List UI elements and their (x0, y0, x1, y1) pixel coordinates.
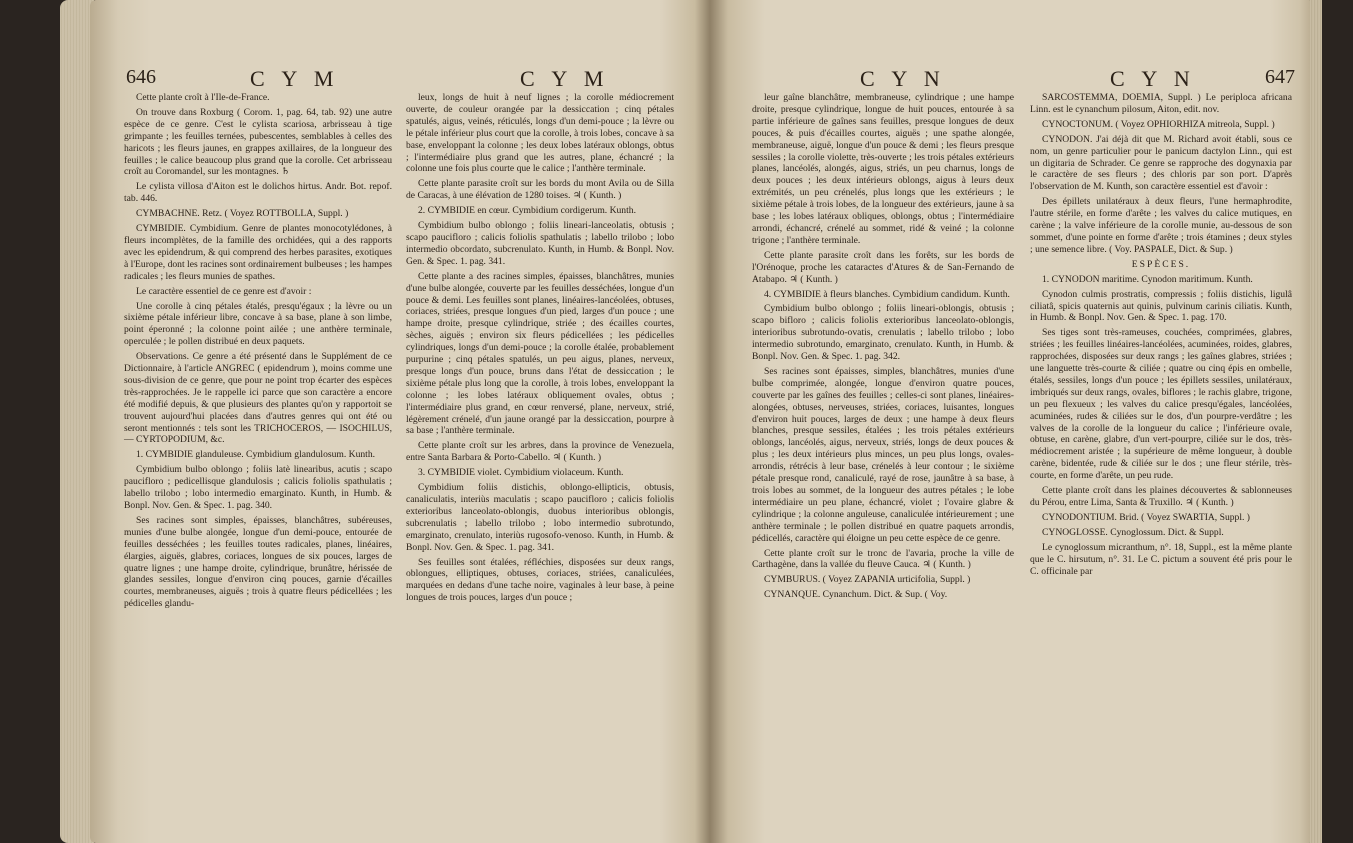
paragraph: CYMBURUS. ( Voyez ZAPANIA urticifolia, Suppl. ) (764, 574, 971, 586)
paragraph: Cymbidium bulbo oblongo ; foliis latè linearibus, acutis ; scapo paucifloro ; pedicellisque glandulosis ; calicis foliolis spathulatis ; labello trilobo ; lobo intermedio emarginato. Kunth, in Humb. & Bonpl. Nov. Gen. & Spec. 1. pag. 340. (124, 464, 392, 511)
paragraph: Une corolle à cinq pétales étalés, presqu'égaux ; la lèvre ou un sixième pétale inférieur libre, concave à sa base, plane à son limbe, point éperonné ; la colonne point ailée ; une anthère terminale, operculée ; le pollen distribué en deux paquets. (124, 300, 392, 348)
paragraph: Le cylista villosa d'Aiton est le dolichos hirtus. Andr. Bot. repof. tab. 446. (124, 181, 392, 205)
paragraph: 4. CYMBIDIE à fleurs blanches. Cymbidium candidum. Kunth. (764, 288, 1010, 300)
paragraph: Cynodon culmis prostratis, compressis ; foliis distichis, ligulâ ciliatâ, spicis quaternis aut quinis, pulvinum carinis ciliatis. Kunth, in Humb. & Bonpl. Nov. Gen. & Spec. 1. pag. 170. (1030, 288, 1292, 324)
paragraph: Ses tiges sont très-rameuses, couchées, comprimées, glabres, striées ; les feuilles linéaires-lancéolées, acuminées, roides, glabres, rapprochées, disposées sur deux rangs ; les gaînes glabres, striées ; une languette très-courte & ciliée ; quatre ou cinq épis en ombelle, étalés, sessiles, longs d'un pouce ; les épillets sessiles, unilatéraux, imbriqués sur deux rangs, ovales, biflores ; le rachis glabre, trigone, un peu flexueux ; les valves du calice presqu'égales, lancéolées, acuminées, rudes & ciliées sur le dos, d'un pourpre-verdâtre ; les valves de la corolle de la longueur du calice ; l'inférieure ovale, obtuse, en carène, glabre, d'un vert-pourpre, ciliée sur le dos, très-médiocrement aristée ; la supérieure de même longueur, à double carène, bidentée, rude & ciliée sur le dos ; une fleur stérile, très-courte, en forme d'arête, un peu rude. (1030, 327, 1292, 482)
paragraph: CYMBIDIE. Cymbidium. Genre de plantes monocotylédones, à fleurs incomplètes, de la famille des orchidées, qui a des rapports avec les epidendrum, & qui comprend des herbes parasites, exotiques à l'Europe, dont les racines sont ordinairement bulbeuses ; les hampes radicales ; les fleurs munies de spathes. (124, 223, 392, 282)
paragraph: On trouve dans Roxburg ( Corom. 1, pag. 64, tab. 92) une autre espèce de ce genre. C'est le cylista scariosa, arbrisseau à tige grimpante ; les feuilles ternées, pubescentes, semblables à celles des haricots ; les fleurs jaunes, en grappes axillaires, de la longueur des feuilles ; le calice beaucoup plus grand que la corolle. Cet arbrisseau croît au Coromandel, sur les montagnes. ♄ (124, 106, 392, 178)
running-header: C Y N (1110, 66, 1196, 91)
paragraph: Cette plante croît sur les arbres, dans la province de Venezuela, entre Santa Barbara & Porto-Cabello. ♃ ( Kunth. ) (406, 440, 674, 464)
paragraph: Cette plante parasite croît dans les forêts, sur les bords de l'Orénoque, proche les cataractes d'Atures & de San-Fernando de Atabapo. ♃ ( Kunth. ) (752, 249, 1014, 285)
paragraph: CYNOCTONUM. ( Voyez OPHIORHIZA mitreola, Suppl. ) (1042, 118, 1275, 130)
paragraph: leur gaîne blanchâtre, membraneuse, cylindrique ; une hampe droite, presque cylindrique, longue de huit pouces, entourée à sa partie inférieure de gaînes sans feuilles, presque longues de deux pouces, & puis d'écailles courtes, aiguës ; une spathe alongée, membraneuse, aiguë, longue d'un pouce & demi ; les fleurs presque sessiles ; la corolle violette, très-ouverte ; les trois pétales extérieurs planes, lancéolés, alongés, aigus, striés, un peu charnus, longs de deux pouces ; les deux intérieurs oblongs, aigus à leurs deux extrémités, un peu crénelés, plus longs que les extérieurs ; le sixième pétale à trois lobes, de la longueur des extérieurs, jaune à sa base ; les lobes latéraux obliques, oblongs, obtus ; l'intermédiaire arrondi, échancré, crénelé au sommet, ridé & veiné ; la colonne trigone ; l'anthère terminale. (752, 92, 1014, 246)
paragraph: Cette plante croît sur le tronc de l'avaria, proche la ville de Carthagène, dans la vallée du fleuve Cauca. ♃ ( Kunth. ) (752, 547, 1014, 571)
paragraph: Ses racines sont simples, épaisses, blanchâtres, subéreuses, munies d'une bulbe alongée, longue d'un demi-pouce, entourée de feuilles desséchées ; les feuilles toutes radicales, planes, linéaires, élargies, aiguës, glabres, coriaces, longues de six pouces, larges de quatre lignes ; une hampe droite, cylindrique, brunâtre, hérissée de glandes sessiles, longue d'environ cinq pouces, garnie d'écailles courtes, membraneuses, aiguës ; trois à quatre fleurs pédicellées ; les pédicelles glandu- (124, 514, 392, 610)
paragraph: ESPÈCES. (1131, 258, 1191, 270)
paragraph: CYNANQUE. Cynanchum. Dict. & Sup. ( Voy. (764, 589, 948, 601)
paragraph: Cette plante a des racines simples, épaisses, blanchâtres, munies d'une bulbe alongée, couverte par les feuilles desséchées, longue d'un pouce & demi. Les feuilles sont planes, linéaires-lancéolées, obtuses, coriaces, striées, presque longues d'un pied, larges d'un pouce ; une hampe droite, presque cylindrique, striée ; des écailles courtes, sèches, aiguës ; environ six fleurs pédicellées ; les pédicelles cylindriques, longs d'un demi-pouce ; la corolle étalée, probablement purpurine ; cinq pétales spatulés, un peu aigus, planes, nerveux, presque longs d'un pouce, bruns dans l'état de dessiccation ; le sixième pétale plus long que la corolle, à trois lobes, enveloppant la colonne ; les lobes latéraux obliquement ovales, obtus ; l'intermédiaire plus grand, en cœur renversé, plane, nerveux, strié, légèrement crénelé, d'un jaune orangé par la dessiccation, pourpre à sa base ; l'anthère terminale. (406, 270, 674, 437)
text-column (406, 92, 674, 607)
open-book (60, 0, 1313, 843)
running-header: C Y M (520, 66, 610, 91)
paragraph: Le cynoglossum micranthum, n°. 18, Suppl., est la même plante que le C. hirsutum, n°. 31. Le C. pictum a souvent été pris pour le C. officinale par (1030, 541, 1292, 577)
paragraph: CYNODON. J'ai déjà dit que M. Richard avoit établi, sous ce nom, un genre particulier pour le panicum dactylon Linn., qui est un digitaria de Schrader. Ce genre se rapproche des dogynaxia par le caractère de ses fleurs ; des chloris par son port. D'après l'observation de M. Kunth, son caractère essentiel est d'avoir : (1030, 133, 1292, 193)
paragraph: Cette plante croît dans les plaines découvertes & sablonneuses du Pérou, entre Lima, Santa & Truxillo. ♃ ( Kunth. ) (1030, 485, 1292, 508)
paragraph: leux, longs de huit à neuf lignes ; la corolle médiocrement ouverte, de couleur orangée par la dessiccation ; cinq pétales spatulés, aigus, veinés, réticulés, longs d'un demi-pouce ; la lèvre ou le pétale inférieur plus court que la corolle, à trois lobes, concave à sa base, enveloppant la colonne ; les deux lobes latéraux oblongs, obtus ; l'intermédiaire plus grand que les autres, plane, échancré ; la colonne une fois plus courte que le calice ; l'anthère terminale. (406, 92, 674, 175)
paragraph: CYMBACHNE. Retz. ( Voyez ROTTBOLLA, Suppl. ) (136, 208, 349, 220)
page-stack-left (60, 0, 94, 843)
paragraph: Observations. Ce genre a été présenté dans le Supplément de ce Dictionnaire, à l'article ANGREC ( epidendrum ), moins comme une sous-division de ce genre, que pour ne point trop écarter des espèces très-rapprochées. Je le rappelle ici parce que son caractère a encore été modifié depuis, & que plusieurs des plantes qu'on y rapportoit se trouvent aujourd'hui placées dans d'autres genres qui ont été ou seront mentionnés : tels sont les TRICHOCEROS, — ISOCHILUS, — CYRTOPODIUM, &c. (124, 351, 392, 446)
paragraph: Cymbidium foliis distichis, oblongo-ellipticis, obtusis, canaliculatis, interiùs maculatis ; scapo paucifloro ; calicis foliolis exterioribus lanceolato-oblongis, duobus interioribus oblongis, subcrenulatis ; labello trilobo ; lobo intermedio subrotundo, emarginato, crenulato, interiùs rugosofo-venoso. Kunth, in Humb. & Bonpl. Nov. Gen. & Spec. 1. pag. 341. (406, 482, 674, 553)
paragraph: Cette plante croît à l'Ile-de-France. (136, 92, 270, 103)
left-page (90, 0, 710, 843)
paragraph: CYNOGLOSSE. Cynoglossum. Dict. & Suppl. (1042, 526, 1224, 538)
paragraph: 3. CYMBIDIE violet. Cymbidium violaceum. Kunth. (418, 467, 624, 479)
paragraph: Le caractère essentiel de ce genre est d'avoir : (136, 285, 312, 297)
paragraph: Cymbidium bulbo oblongo ; foliis lineari-oblongis, obtusis ; scapo bifloro ; calicis foliolis exterioribus lanceolato-oblongis, interioribus subrotundo-ovatis, crenulatis ; labello trilobo ; lobo intermedio subrotundo, emarginato, crenulato. Kunth, in Humb. & Bonpl. Nov. Gen. & Spec. 1. pag. 342. (752, 303, 1014, 363)
paragraph: Cette plante parasite croît sur les bords du mont Avila ou de Silla de Caracas, à une élévation de 1280 toises. ♃ ( Kunth. ) (406, 178, 674, 202)
paragraph: Cymbidium bulbo oblongo ; foliis lineari-lanceolatis, obtusis ; scapo paucifloro ; calicis foliolis spathulatis ; labello trilobo ; lobo intermedio obcordato, subcrenulato. Kunth, in Humb. & Bonpl. Nov. Gen. & Spec. 1. pag. 341. (406, 220, 674, 267)
paragraph: CYNODONTIUM. Brid. ( Voyez SWARTIA, Suppl. ) (1042, 511, 1250, 523)
right-page (710, 0, 1315, 843)
text-column (1030, 92, 1292, 580)
page-stack-right (1310, 0, 1322, 843)
paragraph: Ses feuilles sont étalées, réfléchies, disposées sur deux rangs, oblongues, elliptiques, obtuses, coriaces, striées, canaliculées, marquées en dedans d'une tache noire, vaginales à leur base, à peine longues de trois pouces, larges d'un pouce ; (406, 556, 674, 604)
paragraph: 1. CYMBIDIE glanduleuse. Cymbidium glandulosum. Kunth. (136, 449, 376, 461)
paragraph: Ses racines sont épaisses, simples, blanchâtres, munies d'une bulbe comprimée, alongée, longue d'environ quatre pouces, couverte par les gaînes des feuilles ; celles-ci sont planes, linéaires-alongées, obtuses, nerveuses, striées, coriaces, luisantes, longues d'environ huit pouces, larges de deux ; une hampe à deux fleurs blanches, presque sessiles, étalées ; les trois pétales extérieurs oblongs, lancéolés, aigus, nerveux, striés, longs de deux pouces & plus ; les deux intérieurs plus minces, un peu plus longs, ovales-arrondis, rétrécis à leur base, crénelés à leur contour ; le sixième pétale presque rond, canaliculé, rayé de rose, jaunâtre à sa base, à trois lobes au sommet, de la longueur des autres pétales ; le lobe intermédiaire un peu plane, échancré, violet ; l'ovaire glabre & cylindrique ; la colonne anguleuse, canaliculée intérieurement ; une anthère terminale ; le pollen distribué en quatre paquets arrondis, pédicellés, caractère qui éloigne un peu cette espèce de ce genre. (752, 365, 1014, 544)
text-column (124, 92, 392, 613)
page-number: 646 (126, 66, 156, 88)
paragraph: SARCOSTEMMA, DOEMIA, Suppl. ) Le periploca africana Linn. est le cynanchum pilosum, Aiton, edit. nov. (1030, 92, 1292, 115)
paragraph: 1. CYNODON maritime. Cynodon maritimum. Kunth. (1042, 273, 1253, 285)
paragraph: 2. CYMBIDIE en cœur. Cymbidium cordigerum. Kunth. (418, 205, 636, 217)
running-header: C Y N (860, 66, 946, 91)
text-column (752, 92, 1014, 604)
running-header: C Y M (250, 66, 340, 91)
paragraph: Des épillets unilatéraux à deux fleurs, l'une hermaphrodite, l'autre stérile, en forme d'arête ; les valves du calice mutiques, en carène ; la valve inférieure de la corolle munie, au-dessous de son sommet, d'une pointe en forme d'arête ; trois étamines ; deux styles ; une semence libre. ( Voy. PASPALE, Dict. & Sup. ) (1030, 196, 1292, 255)
page-number: 647 (1265, 66, 1295, 88)
